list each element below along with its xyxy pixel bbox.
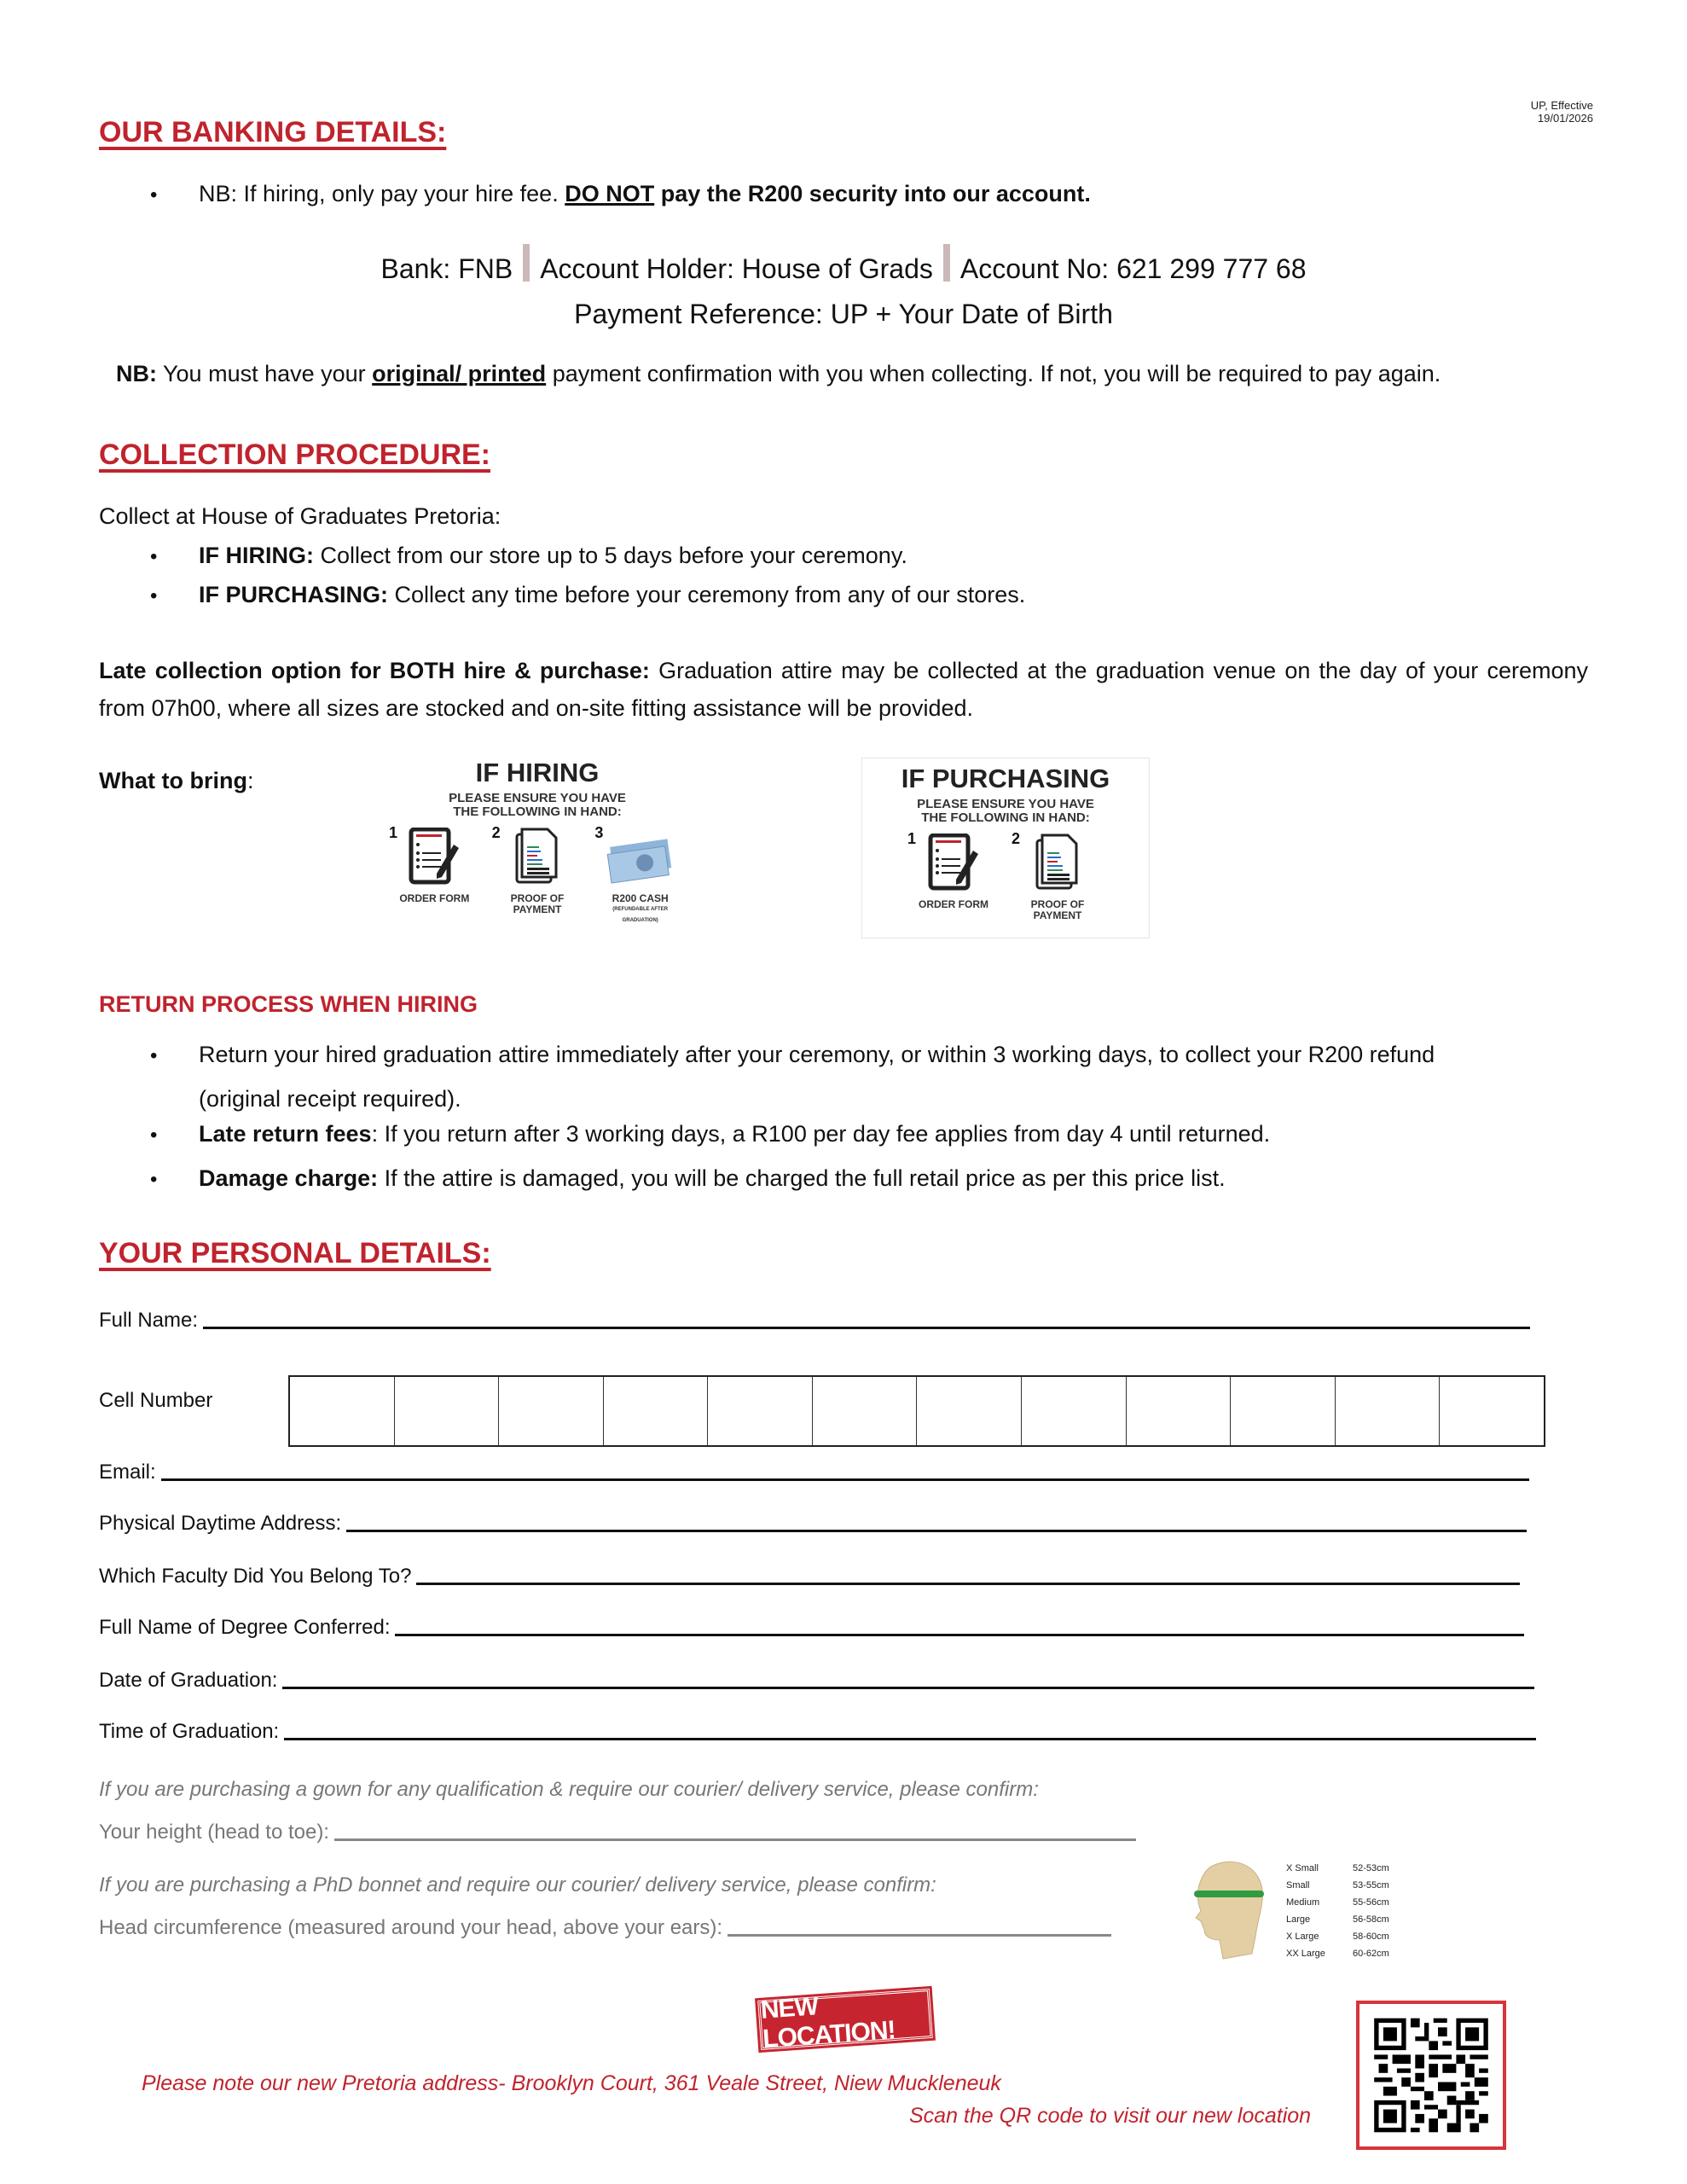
card-title: IF HIRING [475, 758, 600, 787]
digit-box[interactable] [1022, 1377, 1127, 1445]
late-collection-paragraph [99, 652, 1588, 727]
digit-box[interactable] [604, 1377, 709, 1445]
field-label: Full Name: [99, 1309, 199, 1332]
size-name: Large [1286, 1914, 1311, 1925]
card-subtitle: THE FOLLOWING IN HAND: [921, 810, 1090, 825]
cash-item [594, 824, 682, 926]
new-location-stamp: NEW LOCATION! [757, 1989, 933, 2050]
effective-date-note [1531, 99, 1593, 125]
size-range: 58-60cm [1353, 1931, 1389, 1942]
size-row [1286, 1894, 1389, 1911]
late-collection-label: Late collection option for BOTH hire & purchase: [99, 658, 650, 683]
effective-date: 19/01/2026 [1537, 112, 1593, 125]
size-name: Medium [1286, 1897, 1320, 1908]
graduation-date-field[interactable] [99, 1669, 1540, 1693]
field-label: Email: [99, 1461, 156, 1484]
graduation-date-input-line[interactable] [282, 1686, 1534, 1689]
size-row [1286, 1911, 1389, 1928]
digit-box[interactable] [1231, 1377, 1336, 1445]
size-row [1286, 1945, 1389, 1962]
bullet-label: Late return fees [199, 1121, 372, 1147]
collection-bullet-hiring [150, 543, 907, 569]
item-number: 2 [491, 824, 501, 841]
graduation-time-input-line[interactable] [284, 1737, 1536, 1740]
bullet-text: If the attire is damaged, you will be charged the full retail price as per this price list. [378, 1165, 1226, 1191]
proof-of-payment-item [491, 824, 580, 926]
separator [523, 244, 530, 282]
full-name-field[interactable] [99, 1309, 1540, 1333]
size-row [1286, 1860, 1389, 1877]
payment-reference: Payment Reference: UP + Your Date of Birth [574, 299, 1113, 329]
bullet-icon: • [150, 584, 158, 607]
bonnet-delivery-note: If you are purchasing a PhD bonnet and require our courier/ delivery service, please confirm: [99, 1873, 936, 1896]
item-caption: PROOF OF PAYMENT [510, 892, 565, 915]
field-label: Your height (head to toe): [99, 1821, 329, 1844]
head-circumference-field[interactable] [99, 1916, 1165, 1940]
size-range: 53-55cm [1353, 1880, 1389, 1891]
card-subtitle: THE FOLLOWING IN HAND: [453, 804, 622, 819]
email-input-line[interactable] [161, 1478, 1529, 1481]
do-not-text: DO NOT [565, 181, 655, 206]
colon: : [246, 768, 254, 793]
size-name: Small [1286, 1880, 1310, 1891]
gown-delivery-note: If you are purchasing a gown for any qualification & require our courier/ delivery service, please confirm: [99, 1778, 1039, 1801]
digit-box[interactable] [917, 1377, 1022, 1445]
bullet-text: Collect any time before your ceremony from any of our stores. [388, 582, 1026, 607]
digit-box[interactable] [1440, 1377, 1544, 1445]
field-label: Time of Graduation: [99, 1720, 280, 1743]
proof-of-payment-item [1012, 830, 1100, 921]
item-caption: PROOF OF PAYMENT [1030, 898, 1085, 921]
nb-prefix: NB: If hiring, only pay your hire fee. [199, 181, 565, 206]
personal-heading: YOUR PERSONAL DETAILS: [99, 1237, 491, 1269]
address-field[interactable] [99, 1512, 1540, 1536]
size-range: 52-53cm [1353, 1863, 1389, 1873]
what-to-bring-text: What to bring [99, 768, 247, 793]
field-label: Which Faculty Did You Belong To? [99, 1565, 412, 1588]
address-input-line[interactable] [346, 1529, 1527, 1532]
size-range: 60-62cm [1353, 1949, 1389, 1959]
bullet-text-cont: (original receipt required). [199, 1086, 461, 1112]
nb-note-text-after: payment confirmation with you when collecting. If not, you will be required to pay again. [546, 361, 1441, 386]
email-field[interactable] [99, 1461, 1540, 1484]
bullet-icon: • [150, 545, 158, 568]
original-printed-text: original/ printed [372, 361, 547, 386]
collection-heading: COLLECTION PROCEDURE: [99, 439, 490, 471]
size-name: X Large [1286, 1931, 1319, 1942]
bullet-icon: • [150, 1044, 158, 1067]
bullet-text: Return your hired graduation attire immediately after your ceremony, or within 3 working days, to collect your R200 refund [199, 1042, 1435, 1067]
order-form-item [907, 830, 996, 921]
account-number: Account No: 621 299 777 68 [959, 253, 1307, 284]
size-row [1286, 1877, 1389, 1894]
faculty-input-line[interactable] [416, 1582, 1520, 1585]
item-caption: ORDER FORM [919, 898, 988, 910]
qr-code-icon[interactable] [1359, 2004, 1503, 2146]
bank-name: Bank: FNB [380, 253, 513, 284]
bullet-text: : If you return after 3 working days, a R100 per day fee applies from day 4 until returned. [371, 1121, 1271, 1147]
return-bullet-damage [150, 1165, 1226, 1192]
cash-caption: R200 CASH [612, 892, 669, 904]
digit-box[interactable] [1127, 1377, 1232, 1445]
height-input-line[interactable] [334, 1838, 1136, 1841]
order-form-icon [404, 828, 464, 886]
collection-intro: Collect at House of Graduates Pretoria: [99, 503, 501, 529]
hiring-requirements-card [389, 758, 682, 937]
digit-box[interactable] [1336, 1377, 1441, 1445]
new-address-note: Please note our new Pretoria address- Brooklyn Court, 361 Veale Street, Niew Muckleneuk [142, 2071, 1001, 2095]
size-row [1286, 1928, 1389, 1945]
bullet-label: Damage charge: [199, 1165, 379, 1191]
digit-box[interactable] [290, 1377, 395, 1445]
return-bullet-late-fees [150, 1121, 1270, 1147]
nb-note-text: You must have your [157, 361, 373, 386]
return-bullet-refund [150, 1032, 1600, 1121]
size-range: 55-56cm [1353, 1897, 1389, 1908]
height-field[interactable] [99, 1821, 1165, 1844]
bullet-icon: • [150, 1168, 158, 1191]
item-number: 2 [1012, 830, 1021, 847]
head-measurement-icon [1189, 1858, 1274, 1960]
cash-banknote-icon [606, 828, 675, 886]
separator [943, 244, 950, 282]
what-to-bring-label [99, 768, 253, 794]
bullet-label: IF PURCHASING: [199, 582, 388, 607]
digit-box[interactable] [813, 1377, 918, 1445]
banking-nb-note [116, 361, 1441, 387]
bullet-icon: • [150, 1124, 158, 1147]
field-label: Physical Daytime Address: [99, 1512, 342, 1535]
card-title: IF PURCHASING [901, 764, 1110, 793]
bullet-text: Collect from our store up to 5 days before your ceremony. [314, 543, 907, 568]
banking-nb-bullet [150, 181, 1091, 207]
proof-of-payment-icon [1032, 834, 1083, 892]
full-name-input-line[interactable] [203, 1326, 1530, 1329]
order-form-icon [924, 834, 983, 892]
item-number: 3 [594, 824, 604, 841]
degree-input-line[interactable] [395, 1633, 1524, 1636]
banking-heading: OUR BANKING DETAILS: [99, 116, 447, 148]
cell-number-boxes[interactable] [288, 1375, 1545, 1447]
size-name: XX Large [1286, 1949, 1325, 1959]
order-form-item [389, 824, 477, 926]
qr-code-frame[interactable] [1356, 2001, 1506, 2150]
cell-number-label: Cell Number [99, 1389, 213, 1412]
cash-subcaption: (REFUNDABLE AFTER GRADUATION) [612, 907, 669, 923]
item-caption [598, 893, 682, 926]
qr-scan-note: Scan the QR code to visit our new location [909, 2104, 1312, 2128]
digit-box[interactable] [499, 1377, 604, 1445]
head-size-table [1286, 1860, 1389, 1962]
bank-details-line [0, 244, 1687, 285]
graduation-time-field[interactable] [99, 1720, 1540, 1744]
item-number: 1 [389, 824, 398, 841]
bullet-icon: • [150, 183, 158, 206]
digit-box[interactable] [395, 1377, 500, 1445]
card-subtitle: PLEASE ENSURE YOU HAVE [917, 797, 1094, 811]
purchasing-requirements-card [861, 758, 1150, 938]
size-range: 56-58cm [1353, 1914, 1389, 1925]
faculty-field[interactable] [99, 1565, 1540, 1589]
proof-of-payment-icon [512, 828, 563, 886]
field-label: Full Name of Degree Conferred: [99, 1616, 391, 1639]
bullet-label: IF HIRING: [199, 543, 314, 568]
field-label: Date of Graduation: [99, 1669, 278, 1692]
digit-box[interactable] [708, 1377, 813, 1445]
degree-field[interactable] [99, 1616, 1540, 1640]
account-holder: Account Holder: House of Grads [540, 253, 933, 284]
item-number: 1 [907, 830, 917, 847]
head-circumference-input-line[interactable] [728, 1933, 1111, 1937]
late-collection-text: Graduation attire may be collected at the graduation venue on the day of your ceremony from 07h00, where all sizes are stocked and on-site fitting assistance will be provided. [99, 658, 1588, 721]
item-caption: ORDER FORM [399, 892, 470, 904]
nb-bold-rest: pay the R200 security into our account. [654, 181, 1091, 206]
collection-bullet-purchasing [150, 582, 1025, 608]
field-label: Head circumference (measured around your head, above your ears): [99, 1916, 723, 1939]
card-subtitle: PLEASE ENSURE YOU HAVE [449, 791, 626, 805]
nb-label: NB: [116, 361, 157, 386]
returns-heading: RETURN PROCESS WHEN HIRING [99, 991, 478, 1017]
nb-text [199, 181, 1091, 207]
size-name: X Small [1286, 1863, 1319, 1873]
effective-label: UP, Effective [1530, 99, 1593, 112]
